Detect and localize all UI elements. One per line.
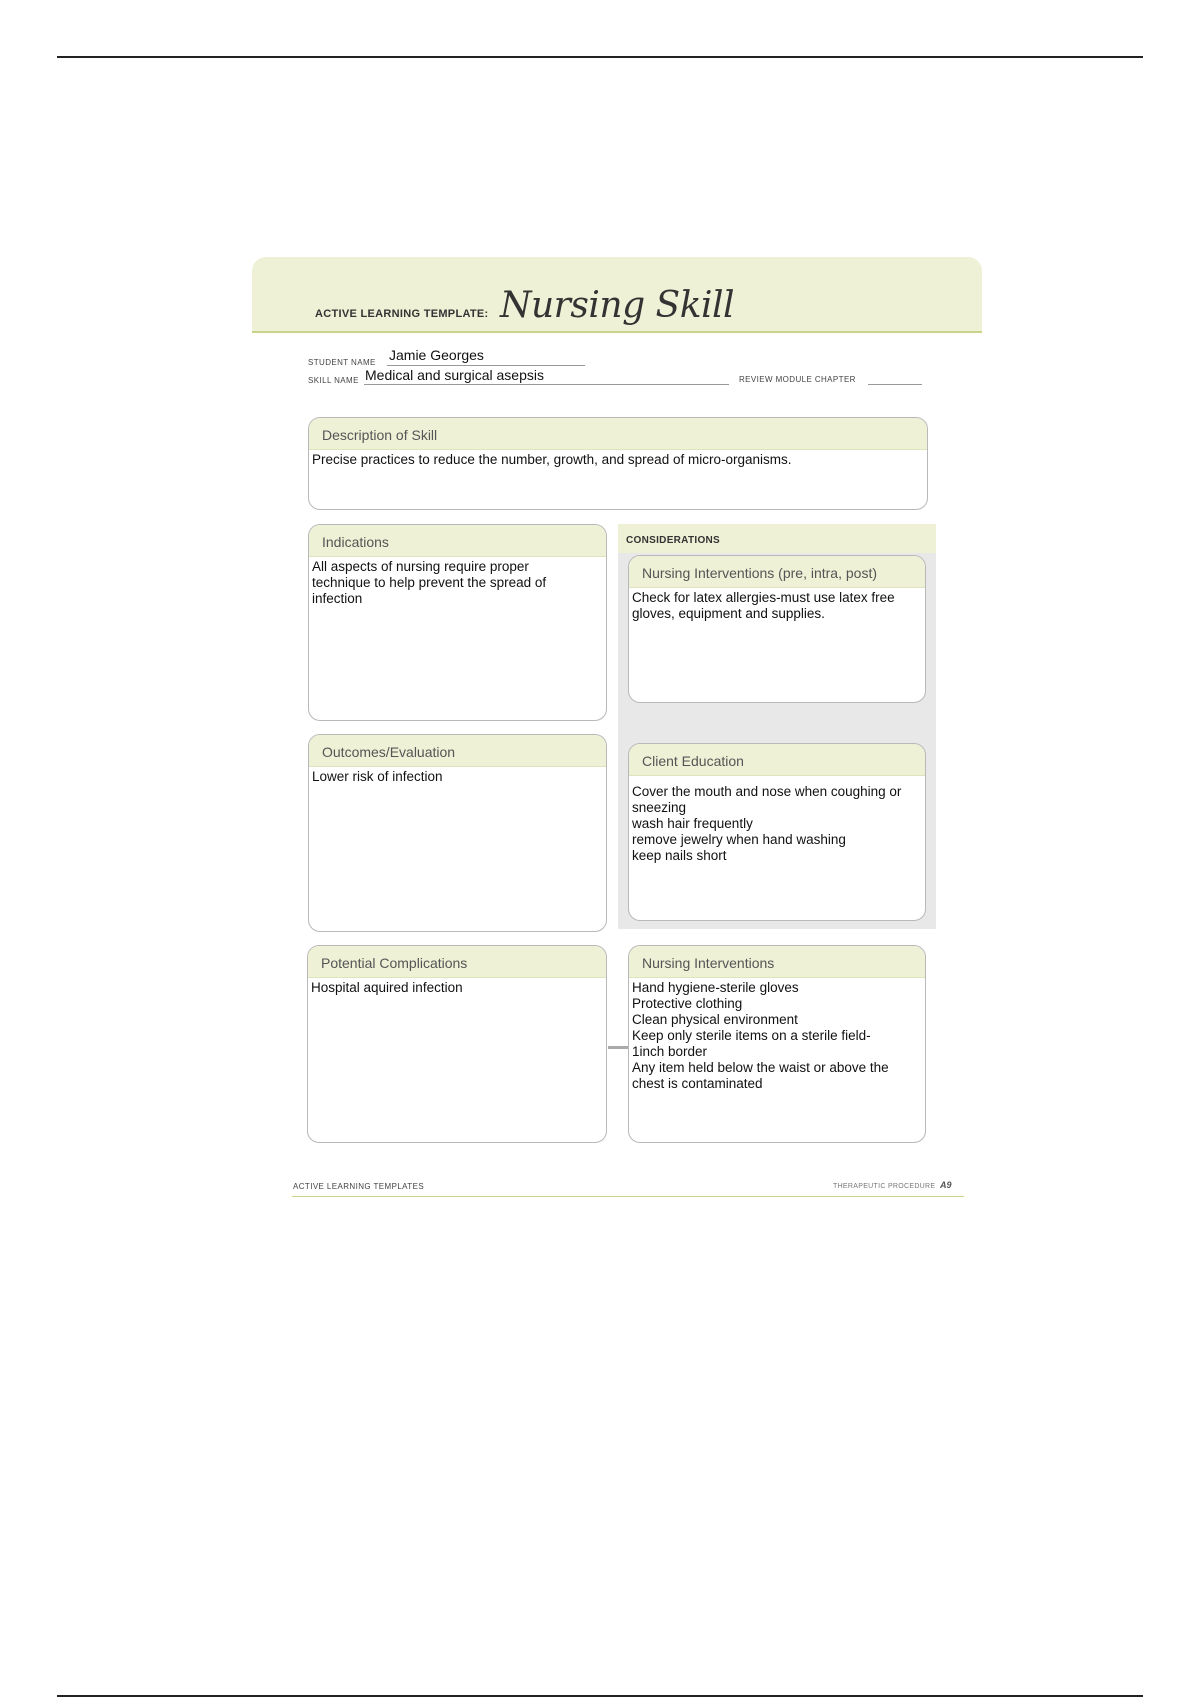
text-line: Any item held below the waist or above the: [632, 1060, 889, 1075]
footer-left-label: ACTIVE LEARNING TEMPLATES: [293, 1182, 425, 1191]
description-body[interactable]: [309, 450, 927, 468]
description-box: [308, 417, 928, 510]
student-name-value[interactable]: Jamie Georges: [389, 347, 484, 363]
text-line: Hospital aquired infection: [311, 980, 463, 995]
skill-name-underline: [364, 384, 729, 385]
interventions-pre-heading: Nursing Interventions (pre, intra, post): [629, 556, 925, 588]
template-sheet: [252, 257, 982, 1205]
text-line: remove jewelry when hand washing: [632, 832, 846, 847]
text-line: chest is contaminated: [632, 1076, 763, 1091]
interventions-box: [628, 945, 926, 1143]
client-education-heading: Client Education: [629, 744, 925, 776]
bottom-rule: [57, 1695, 1143, 1697]
text-line: Precise practices to reduce the number, growth, and spread of micro-organisms.: [312, 452, 792, 467]
considerations-label: CONSIDERATIONS: [626, 535, 721, 546]
indications-box: [308, 524, 607, 721]
interventions-body[interactable]: [629, 978, 925, 1092]
skill-name-label: SKILL NAME: [308, 376, 359, 385]
outcomes-body[interactable]: [309, 767, 606, 785]
skill-name-value[interactable]: Medical and surgical asepsis: [365, 367, 544, 383]
client-education-body[interactable]: [629, 776, 925, 864]
text-line: 1inch border: [632, 1044, 708, 1059]
text-line: All aspects of nursing require proper: [312, 559, 529, 574]
review-chapter-field[interactable]: [868, 384, 922, 385]
text-line: Cover the mouth and nose when coughing or: [632, 784, 902, 799]
template-title: Nursing Skill: [500, 285, 735, 326]
text-line: Hand hygiene-sterile gloves: [632, 980, 799, 995]
text-line: Check for latex allergies-must use latex free: [632, 590, 895, 605]
description-heading: Description of Skill: [309, 418, 927, 450]
text-line: technique to help prevent the spread of: [312, 575, 547, 590]
text-line: keep nails short: [632, 848, 727, 863]
interventions-heading: Nursing Interventions: [629, 946, 925, 978]
complications-body[interactable]: [308, 978, 606, 996]
template-header: [252, 257, 982, 333]
interventions-pre-body[interactable]: [629, 588, 925, 622]
text-line: wash hair frequently: [632, 816, 753, 831]
footer-right-label: THERAPEUTIC PROCEDURE: [833, 1183, 936, 1190]
complications-box: [307, 945, 607, 1143]
text-line: Protective clothing: [632, 996, 743, 1011]
indications-heading: Indications: [309, 525, 606, 557]
client-education-box: [628, 743, 926, 921]
outcomes-heading: Outcomes/Evaluation: [309, 735, 606, 767]
text-line: infection: [312, 591, 363, 606]
footer-rule: [292, 1196, 964, 1197]
footer-page-number: A9: [940, 1180, 952, 1190]
indications-body[interactable]: [309, 557, 606, 607]
student-name-underline: [387, 365, 585, 366]
text-line: sneezing: [632, 800, 687, 815]
complications-heading: Potential Complications: [308, 946, 606, 978]
review-chapter-label: REVIEW MODULE CHAPTER: [739, 375, 856, 384]
considerations-header: [618, 524, 936, 553]
text-line: Lower risk of infection: [312, 769, 443, 784]
outcomes-box: [308, 734, 607, 932]
connector-line: [608, 1046, 630, 1049]
text-line: Clean physical environment: [632, 1012, 798, 1027]
interventions-pre-box: [628, 555, 926, 703]
text-line: gloves, equipment and supplies.: [632, 606, 825, 621]
template-label: ACTIVE LEARNING TEMPLATE:: [315, 308, 489, 320]
student-name-label: STUDENT NAME: [308, 358, 376, 367]
text-line: Keep only sterile items on a sterile field-: [632, 1028, 871, 1043]
top-rule: [57, 56, 1143, 58]
